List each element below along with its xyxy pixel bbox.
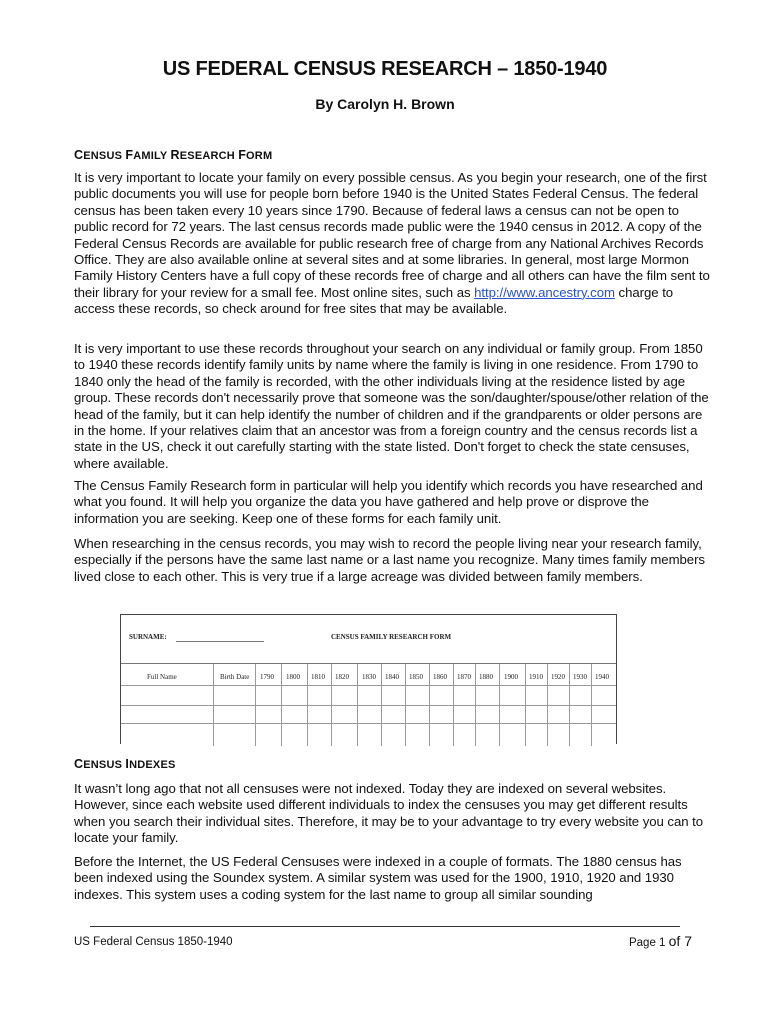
form-col-label: 1860 [433, 673, 447, 681]
footer-page-number [629, 933, 692, 949]
page-title: US FEDERAL CENSUS RESEARCH – 1850-1940 [162, 58, 608, 80]
page-total: of 7 [668, 933, 692, 949]
form-col-label: 1810 [311, 673, 325, 681]
form-row-line [121, 723, 616, 724]
paragraph-soundex: Before the Internet, the US Federal Censuses were indexed in a couple of formats. The 1880 census has been indexed using the Soundex system. A similar system was used for the 1900, 1910, 1920 and 1930 indexes. This system uses a coding system for the last name to group all similar sounding [74, 854, 682, 902]
paragraph-indexing-history: It wasn’t long ago that not all censuses were not indexed. Today they are indexed on several websites. However, since each website used different individuals to index the censuses you may get different results when you search their individual sites. Therefore, it may be to your advantage to try every website you can to locate your family. [74, 781, 704, 846]
paragraph-nearby-families: When researching in the census records, you may wish to record the people living near your research family, especially if the persons have the same last name or a last name you recognize. Many times family members lived close to each other. This is very true if a large acreage was divided between family members. [74, 536, 705, 584]
form-col-label: 1830 [362, 673, 376, 681]
author-byline: By Carolyn H. Brown [315, 96, 455, 112]
heading-part-cap: F [125, 148, 134, 162]
paragraph-census-intro [74, 170, 714, 318]
heading-part-cap: C [74, 757, 84, 771]
form-col-label: 1800 [286, 673, 300, 681]
heading-part-rest: ESEARCH [179, 150, 239, 162]
paragraph-research-form: The Census Family Research form in particular will help you identify which records you have researched and what you found. It will help you organize the data you have gathered and help prove or disprove the information you are seeking. Keep one of these forms for each family unit. [74, 478, 703, 526]
heading-part-cap: F [238, 148, 247, 162]
footer-document-title: US Federal Census 1850-1940 [74, 936, 233, 948]
form-header-row [121, 663, 616, 686]
form-col-label: Full Name [147, 673, 177, 681]
form-col-label: Birth Date [220, 673, 250, 681]
paragraph-text: It is very important to locate your family on every possible census. As you begin your research, one of the first public documents you will use for people born before 1940 is the United States Federal Census. The federal census has been taken every 10 years since 1790. Because of federal laws a census can not be open to public record for 72 years. The last census records made public were the 1940 census in 2012. A copy of the Federal Census Records are available for public research free of charge from any National Archives Records Office. They are also available online at several sites and at some libraries. In general, most large Mormon Family History Centers have a full copy of these records free of charge and all others can have the film sent to their library for your review for a small fee. Most online sites, such as [74, 170, 710, 300]
heading-part-cap: C [74, 148, 84, 162]
form-col-label: 1840 [385, 673, 399, 681]
form-row-line [121, 685, 616, 686]
paragraph-text: charge to access these records, so check around for free sites that may be available. [74, 284, 674, 317]
form-col-label: 1920 [551, 673, 565, 681]
form-col-label: 1940 [595, 673, 609, 681]
form-col-label: 1870 [457, 673, 471, 681]
heading-part-rest: NDEXES [129, 759, 176, 771]
form-col-label: 1820 [335, 673, 349, 681]
form-col-label: 1790 [260, 673, 274, 681]
form-surname-line [176, 641, 264, 642]
heading-part-rest: ENSUS [83, 150, 126, 162]
footer-divider [90, 926, 680, 927]
census-family-research-form-image [120, 614, 617, 744]
section-heading-census-indexes [74, 757, 176, 771]
ancestry-link[interactable]: http://www.ancestry.com [474, 284, 615, 300]
heading-part-cap: R [170, 148, 180, 162]
form-col-label: 1930 [573, 673, 587, 681]
form-col-label: 1910 [529, 673, 543, 681]
form-row-line [121, 705, 616, 706]
section-heading-census-family-research-form [74, 148, 272, 162]
heading-part-cap: I [125, 757, 130, 771]
form-col-label: 1880 [479, 673, 493, 681]
heading-part-rest: ORM [246, 150, 273, 162]
form-col-label: 1850 [409, 673, 423, 681]
form-col-label: 1900 [504, 673, 518, 681]
heading-part-rest: ENSUS [83, 759, 126, 771]
form-surname-label: SURNAME: [129, 633, 167, 641]
paragraph-use-records: It is very important to use these records throughout your search on any individual or family group. From 1850 to 1940 these records identify family units by name where the family is living in one residence. From 1790 to 1840 only the head of the family is recorded, with the other individuals living at the residence listed by age group. These records don't necessarily prove that someone was the son/daughter/spouse/other relation of the head of the family, but it can help identify the number of children and if the grandparents or older persons are in the home. If your relatives claim that an ancestor was from a foreign country and the census records list a state in the US, check it out carefully starting with the state listed. Don't forget to check the state censuses, where available. [74, 341, 709, 471]
heading-part-rest: AMILY [133, 150, 171, 162]
form-title: CENSUS FAMILY RESEARCH FORM [331, 633, 452, 641]
page-label: Page 1 [628, 937, 666, 949]
